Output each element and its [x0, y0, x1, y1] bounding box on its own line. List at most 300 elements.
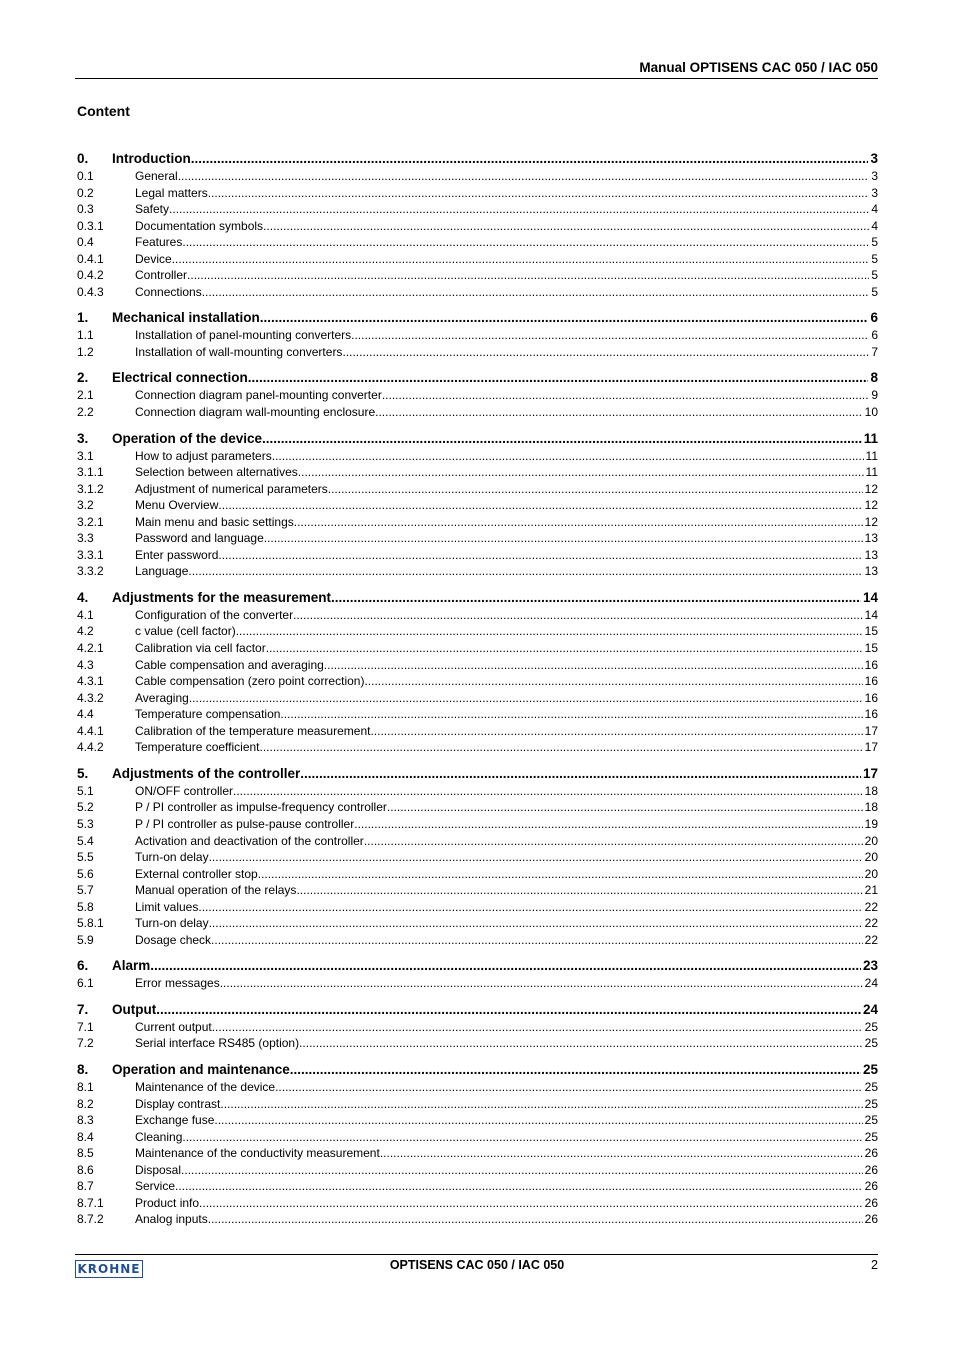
- toc-subentry[interactable]: [77, 674, 878, 691]
- toc-page-number: 25: [864, 1079, 878, 1094]
- toc-leader-dots: [380, 1146, 863, 1160]
- toc-title: Selection between alternatives: [135, 465, 298, 480]
- toc-leader-dots: [300, 766, 861, 781]
- toc-leader-dots: [293, 608, 863, 622]
- toc-number: 8.7.2: [77, 1212, 104, 1227]
- toc-title: Connection diagram panel-mounting converter: [135, 388, 382, 403]
- toc-title: Product info: [135, 1195, 200, 1210]
- toc-number: 4.2: [77, 624, 94, 639]
- toc-subentry[interactable]: [77, 186, 878, 203]
- toc-title: Legal matters: [135, 185, 208, 200]
- toc-subentry[interactable]: [77, 252, 878, 269]
- toc-page-number: 26: [864, 1162, 878, 1177]
- toc-page-number: 16: [864, 707, 878, 722]
- table-of-contents: [77, 151, 878, 1238]
- toc-subentry[interactable]: [77, 707, 878, 724]
- toc-subentry[interactable]: [77, 405, 878, 422]
- toc-leader-dots: [328, 482, 863, 496]
- toc-title: Mechanical installation: [112, 310, 260, 326]
- toc-page-number: 26: [864, 1179, 878, 1194]
- toc-leader-dots: [202, 285, 870, 299]
- toc-page-number: 26: [864, 1195, 878, 1210]
- toc-page-number: 22: [864, 932, 878, 947]
- toc-subentry[interactable]: [77, 916, 878, 933]
- toc-page-number: 11: [865, 448, 878, 463]
- toc-section: [77, 1062, 878, 1229]
- toc-page-number: 8: [870, 370, 878, 386]
- toc-leader-dots: [236, 624, 863, 638]
- toc-page-number: 17: [864, 723, 878, 738]
- toc-number: 3.3.2: [77, 564, 104, 579]
- toc-page-number: 17: [862, 765, 878, 781]
- toc-leader-dots: [208, 186, 870, 200]
- toc-leader-dots: [209, 916, 863, 930]
- toc-title: External controller stop: [135, 866, 258, 881]
- toc-title: Introduction: [112, 151, 191, 166]
- toc-leader-dots: [187, 268, 869, 282]
- toc-page-number: 5: [871, 268, 878, 283]
- toc-number: 0.3: [77, 202, 94, 217]
- toc-title: Safety: [135, 202, 170, 217]
- toc-title: Password and language: [135, 531, 264, 546]
- toc-number: 6.1: [77, 976, 94, 991]
- toc-page-number: 20: [864, 833, 878, 848]
- toc-subentry[interactable]: [77, 1113, 878, 1130]
- toc-title: Configuration of the converter: [135, 607, 294, 622]
- toc-subentry[interactable]: [77, 219, 878, 236]
- toc-page-number: 19: [864, 816, 878, 831]
- toc-page-number: 24: [864, 976, 878, 991]
- toc-number: 3.2: [77, 498, 94, 513]
- toc-leader-dots: [351, 328, 869, 342]
- toc-leader-dots: [375, 405, 863, 419]
- toc-page-number: 13: [864, 531, 878, 546]
- toc-page-number: 3: [871, 185, 878, 200]
- toc-title: Averaging: [135, 690, 189, 705]
- toc-section-entry[interactable]: [77, 431, 878, 449]
- toc-title: How to adjust parameters: [135, 448, 272, 463]
- toc-leader-dots: [209, 850, 863, 864]
- toc-title: Main menu and basic settings: [135, 514, 294, 529]
- toc-subentry[interactable]: [77, 1020, 878, 1037]
- toc-page-number: 11: [865, 465, 878, 480]
- toc-subentry[interactable]: [77, 1080, 878, 1097]
- toc-section: [77, 766, 878, 949]
- toc-page-number: 25: [864, 1019, 878, 1034]
- toc-subentry[interactable]: [77, 465, 878, 482]
- toc-number: 8.2: [77, 1096, 94, 1111]
- toc-subentry[interactable]: [77, 449, 878, 466]
- toc-number: 0.1: [77, 169, 94, 183]
- toc-subentry[interactable]: [77, 1179, 878, 1196]
- toc-number: 4.4: [77, 707, 94, 722]
- toc-leader-dots: [298, 465, 864, 479]
- toc-leader-dots: [263, 219, 869, 233]
- toc-title: Device: [135, 251, 172, 266]
- toc-number: 2.2: [77, 405, 94, 420]
- toc-number: 5.7: [77, 883, 94, 898]
- toc-leader-dots: [290, 1062, 861, 1077]
- toc-leader-dots: [258, 867, 863, 881]
- toc-subentry[interactable]: [77, 564, 878, 581]
- toc-section-entry[interactable]: [77, 590, 878, 608]
- toc-leader-dots: [364, 834, 863, 848]
- toc-leader-dots: [220, 976, 863, 990]
- toc-leader-dots: [198, 900, 862, 914]
- toc-section-entry[interactable]: [77, 310, 878, 328]
- toc-section: [77, 431, 878, 581]
- toc-page-number: 18: [864, 800, 878, 815]
- toc-subentry[interactable]: [77, 268, 878, 285]
- toc-subentry[interactable]: [77, 1212, 878, 1229]
- toc-subentry[interactable]: [77, 328, 878, 345]
- toc-leader-dots: [354, 817, 862, 831]
- toc-page-number: 5: [871, 284, 878, 299]
- toc-title: Limit values: [135, 899, 199, 914]
- toc-title: Menu Overview: [135, 498, 219, 513]
- toc-page-number: 12: [864, 514, 878, 529]
- toc-leader-dots: [260, 310, 869, 325]
- toc-number: 8.1: [77, 1079, 94, 1094]
- toc-number: 0.4: [77, 235, 94, 250]
- toc-number: 8.6: [77, 1162, 94, 1177]
- toc-section: [77, 151, 878, 301]
- toc-title: Operation of the device: [112, 430, 263, 446]
- toc-number: 8.: [77, 1061, 89, 1077]
- toc-number: 3.: [77, 430, 89, 446]
- toc-title: Features: [135, 235, 183, 250]
- toc-page-number: 9: [871, 388, 878, 403]
- toc-subentry[interactable]: [77, 531, 878, 548]
- toc-title: c value (cell factor): [135, 624, 236, 639]
- toc-number: 5.8.1: [77, 916, 104, 931]
- toc-number: 5.1: [77, 783, 94, 798]
- toc-number: 3.2.1: [77, 514, 104, 529]
- toc-page-number: 20: [864, 850, 878, 865]
- toc-leader-dots: [208, 1212, 863, 1226]
- toc-leader-dots: [324, 658, 863, 672]
- toc-subentry[interactable]: [77, 1196, 878, 1213]
- toc-page-number: 22: [864, 899, 878, 914]
- toc-title: Calibration via cell factor: [135, 641, 266, 656]
- toc-number: 5.2: [77, 800, 94, 815]
- toc-title: Cable compensation and averaging: [135, 657, 324, 672]
- toc-leader-dots: [272, 449, 864, 463]
- toc-number: 3.3.1: [77, 547, 104, 562]
- toc-subentry[interactable]: [77, 482, 878, 499]
- toc-number: 3.3: [77, 531, 94, 546]
- toc-number: 1.2: [77, 344, 94, 359]
- toc-subentry[interactable]: [77, 933, 878, 950]
- toc-title: Installation of wall-mounting converters: [135, 344, 343, 359]
- toc-leader-dots: [248, 370, 869, 385]
- toc-leader-dots: [233, 784, 863, 798]
- toc-subentry[interactable]: [77, 641, 878, 658]
- header-title: Manual OPTISENS CAC 050 / IAC 050: [639, 60, 878, 75]
- toc-page-number: 14: [864, 607, 878, 622]
- toc-leader-dots: [266, 641, 863, 655]
- toc-leader-dots: [178, 169, 870, 183]
- toc-title: General: [135, 169, 178, 183]
- toc-section: [77, 958, 878, 993]
- toc-page-number: 21: [864, 883, 878, 898]
- toc-title: Connection diagram wall-mounting enclosure: [135, 405, 376, 420]
- toc-page-number: 16: [864, 674, 878, 689]
- toc-subentry[interactable]: [77, 800, 878, 817]
- toc-page-number: 13: [864, 564, 878, 579]
- toc-number: 8.3: [77, 1113, 94, 1128]
- toc-title: Exchange fuse: [135, 1113, 215, 1128]
- toc-subentry[interactable]: [77, 624, 878, 641]
- toc-page-number: 25: [862, 1061, 878, 1077]
- toc-leader-dots: [182, 235, 869, 249]
- toc-subentry[interactable]: [77, 724, 878, 741]
- toc-number: 4.4.1: [77, 723, 104, 738]
- toc-title: P / PI controller as pulse-pause controller: [135, 816, 355, 831]
- toc-page-number: 12: [864, 498, 878, 513]
- toc-title: Maintenance of the conductivity measurement: [135, 1146, 380, 1161]
- toc-title: Manual operation of the relays: [135, 883, 297, 898]
- toc-subentry[interactable]: [77, 235, 878, 252]
- toc-subentry[interactable]: [77, 658, 878, 675]
- toc-leader-dots: [260, 740, 863, 754]
- toc-page-number: 25: [864, 1113, 878, 1128]
- toc-number: 5.5: [77, 850, 94, 865]
- toc-number: 3.1: [77, 448, 94, 463]
- toc-subentry[interactable]: [77, 608, 878, 625]
- content-heading: Content: [77, 103, 130, 119]
- toc-subentry[interactable]: [77, 202, 878, 219]
- toc-title: Installation of panel-mounting converters: [135, 328, 352, 343]
- toc-number: 7.: [77, 1001, 89, 1017]
- toc-subentry[interactable]: [77, 388, 878, 405]
- toc-number: 5.8: [77, 899, 94, 914]
- toc-leader-dots: [175, 1179, 863, 1193]
- toc-leader-dots: [220, 1097, 862, 1111]
- toc-page-number: 20: [864, 866, 878, 881]
- toc-title: Controller: [135, 268, 188, 283]
- toc-subentry[interactable]: [77, 1036, 878, 1053]
- toc-leader-dots: [264, 531, 863, 545]
- toc-page-number: 26: [864, 1146, 878, 1161]
- toc-subentry[interactable]: [77, 817, 878, 834]
- toc-leader-dots: [331, 590, 861, 605]
- toc-number: 0.4.3: [77, 284, 104, 299]
- toc-number: 5.6: [77, 866, 94, 881]
- toc-page-number: 6: [871, 328, 878, 343]
- toc-number: 4.: [77, 589, 89, 605]
- toc-subentry[interactable]: [77, 976, 878, 993]
- toc-subentry[interactable]: [77, 548, 878, 565]
- toc-leader-dots: [188, 564, 862, 578]
- toc-title: Current output: [135, 1019, 212, 1034]
- toc-number: 4.2.1: [77, 641, 104, 656]
- toc-number: 4.1: [77, 607, 94, 622]
- toc-number: 4.4.2: [77, 740, 104, 755]
- toc-leader-dots: [181, 1163, 863, 1177]
- toc-title: Connections: [135, 284, 202, 299]
- toc-leader-dots: [387, 800, 863, 814]
- toc-title: Analog inputs: [135, 1212, 208, 1227]
- toc-section-entry[interactable]: [77, 151, 878, 169]
- toc-subentry[interactable]: [77, 1097, 878, 1114]
- toc-page-number: 12: [864, 481, 878, 496]
- toc-title: Output: [112, 1001, 157, 1017]
- toc-leader-dots: [214, 1113, 862, 1127]
- toc-leader-dots: [156, 1002, 861, 1017]
- toc-number: 0.2: [77, 185, 94, 200]
- toc-number: 7.2: [77, 1036, 94, 1051]
- toc-title: Disposal: [135, 1162, 182, 1177]
- toc-subentry[interactable]: [77, 498, 878, 515]
- toc-subentry[interactable]: [77, 834, 878, 851]
- toc-leader-dots: [189, 691, 863, 705]
- toc-number: 5.: [77, 765, 89, 781]
- toc-title: Dosage check: [135, 932, 212, 947]
- toc-title: Temperature coefficient: [135, 740, 260, 755]
- toc-number: 4.3.2: [77, 690, 104, 705]
- toc-title: Documentation symbols: [135, 218, 264, 233]
- toc-number: 6.: [77, 958, 89, 974]
- toc-page-number: 7: [871, 344, 878, 359]
- toc-subentry[interactable]: [77, 1146, 878, 1163]
- toc-page-number: 4: [871, 218, 878, 233]
- toc-subentry[interactable]: [77, 691, 878, 708]
- toc-subentry[interactable]: [77, 515, 878, 532]
- toc-title: Activation and deactivation of the controller: [135, 833, 364, 848]
- toc-section-entry[interactable]: [77, 370, 878, 388]
- toc-number: 4.3.1: [77, 674, 104, 689]
- toc-leader-dots: [294, 515, 863, 529]
- toc-subentry[interactable]: [77, 1130, 878, 1147]
- toc-subentry[interactable]: [77, 784, 878, 801]
- toc-section: [77, 590, 878, 757]
- toc-page-number: 5: [871, 235, 878, 250]
- toc-subentry[interactable]: [77, 740, 878, 757]
- logo-text: KROHNE: [77, 1262, 141, 1276]
- toc-page-number: 16: [864, 657, 878, 672]
- toc-subentry[interactable]: [77, 900, 878, 917]
- toc-leader-dots: [299, 1036, 863, 1050]
- toc-leader-dots: [199, 1196, 863, 1210]
- toc-title: Adjustments for the measurement: [112, 589, 332, 605]
- toc-page-number: 24: [862, 1001, 878, 1017]
- toc-number: 0.4.1: [77, 251, 104, 266]
- toc-title: Cleaning: [135, 1129, 183, 1144]
- footer-product-name: OPTISENS CAC 050 / IAC 050: [389, 1258, 565, 1272]
- toc-subentry[interactable]: [77, 850, 878, 867]
- toc-leader-dots: [262, 431, 862, 446]
- toc-number: 8.5: [77, 1146, 94, 1161]
- toc-number: 2.: [77, 370, 89, 386]
- footer-divider: [75, 1254, 878, 1255]
- toc-number: 5.3: [77, 816, 94, 831]
- toc-leader-dots: [364, 674, 862, 688]
- toc-number: 2.1: [77, 388, 94, 403]
- toc-number: 3.1.2: [77, 481, 104, 496]
- toc-subentry[interactable]: [77, 867, 878, 884]
- toc-page-number: 22: [864, 916, 878, 931]
- toc-title: Temperature compensation: [135, 707, 281, 722]
- toc-leader-dots: [280, 707, 862, 721]
- toc-subentry[interactable]: [77, 1163, 878, 1180]
- toc-page-number: 5: [871, 251, 878, 266]
- toc-title: Adjustment of numerical parameters: [135, 481, 328, 496]
- toc-subentry[interactable]: [77, 883, 878, 900]
- toc-leader-dots: [212, 1020, 863, 1034]
- toc-number: 5.9: [77, 932, 94, 947]
- toc-number: 1.1: [77, 328, 94, 343]
- toc-title: Maintenance of the device: [135, 1079, 276, 1094]
- toc-number: 8.4: [77, 1129, 94, 1144]
- toc-page-number: 11: [863, 430, 878, 446]
- toc-leader-dots: [150, 958, 861, 973]
- toc-title: Serial interface RS485 (option): [135, 1036, 300, 1051]
- toc-title: Language: [135, 564, 189, 579]
- toc-section: [77, 1002, 878, 1053]
- toc-number: 1.: [77, 310, 89, 326]
- toc-leader-dots: [191, 151, 869, 166]
- toc-page-number: 25: [864, 1129, 878, 1144]
- toc-leader-dots: [169, 202, 869, 216]
- toc-page-number: 13: [864, 547, 878, 562]
- toc-leader-dots: [370, 724, 862, 738]
- toc-number: 4.3: [77, 657, 94, 672]
- toc-title: Cable compensation (zero point correction): [135, 674, 365, 689]
- toc-page-number: 3: [870, 151, 878, 166]
- toc-title: Service: [135, 1179, 176, 1194]
- toc-subentry[interactable]: [77, 345, 878, 362]
- toc-page-number: 10: [864, 405, 878, 420]
- toc-section-entry[interactable]: [77, 1002, 878, 1020]
- toc-title: ON/OFF controller: [135, 783, 234, 798]
- toc-leader-dots: [211, 933, 863, 947]
- toc-title: Adjustments of the controller: [112, 765, 301, 781]
- toc-leader-dots: [218, 498, 862, 512]
- toc-page-number: 15: [864, 624, 878, 639]
- toc-number: 0.4.2: [77, 268, 104, 283]
- toc-leader-dots: [172, 252, 870, 266]
- toc-page-number: 18: [864, 783, 878, 798]
- toc-page-number: 25: [864, 1036, 878, 1051]
- toc-title: Display contrast: [135, 1096, 221, 1111]
- toc-section-entry[interactable]: [77, 958, 878, 976]
- toc-page-number: 23: [862, 958, 878, 974]
- toc-title: Enter password: [135, 547, 219, 562]
- toc-page-number: 16: [864, 690, 878, 705]
- toc-number: 0.3.1: [77, 218, 104, 233]
- toc-title: Operation and maintenance: [112, 1061, 290, 1077]
- toc-subentry[interactable]: [77, 285, 878, 302]
- toc-title: Error messages: [135, 976, 220, 991]
- toc-page-number: 6: [870, 310, 878, 326]
- toc-section: [77, 370, 878, 421]
- footer-page-number: 2: [871, 1258, 878, 1272]
- toc-section-entry[interactable]: [77, 1062, 878, 1080]
- toc-section: [77, 310, 878, 361]
- toc-number: 5.4: [77, 833, 94, 848]
- toc-title: Turn-on delay: [135, 916, 209, 931]
- toc-leader-dots: [275, 1080, 863, 1094]
- toc-page-number: 17: [864, 740, 878, 755]
- toc-leader-dots: [296, 883, 862, 897]
- toc-section-entry[interactable]: [77, 766, 878, 784]
- toc-number: 7.1: [77, 1019, 94, 1034]
- header-divider: [75, 78, 878, 79]
- toc-number: 8.7: [77, 1179, 94, 1194]
- toc-page-number: 14: [862, 589, 878, 605]
- toc-subentry[interactable]: [77, 169, 878, 186]
